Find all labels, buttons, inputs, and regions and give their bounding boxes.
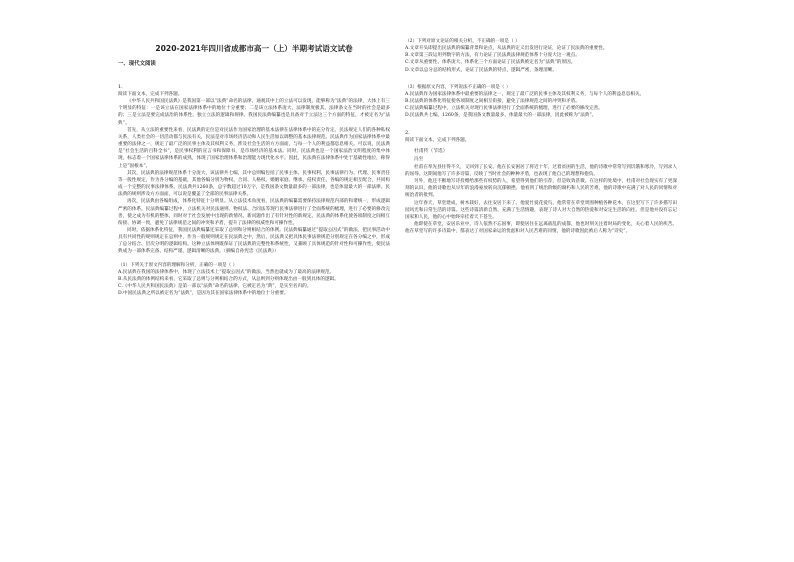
passage-paragraph: 首先，从立法的重要性来看，民法典的定位是对民法作为国家治理的基本法律在法律体系中的充分肯定。民法规定人们的各种私权关系，人类社会的一切活动都与民法有关，民法是对市场经济活动和人民生活加以调整的基本法律规范。民法典作为国家法律体系中最重要的法律之一，规定了最广泛的民事主体及其权利义务，涉及社会生活的方方面面，与每一个人的利益都息息相关。可以说，民法典是“社会生活的百科全书”，是民事权利的宣言书和保障书，是市场经济的基本法。同时，民法典也是一个国家法治文明程度的集中体现，标志着一个国家法律体系的成熟，体现了国家治理体系和治理能力现代化水平。因此，民法典在法律体系中处于基础性地位，称得上是“固根本”。	[118, 127, 390, 169]
right-page-content	[405, 38, 677, 235]
passage-author: 冯至	[414, 156, 424, 162]
passage-paragraph: 再次，民法典由各编组成，体系化特征十分明显。从立法技术角度看，民法典的编纂需要保持法律规范内部的和谐统一，形成逻辑严密的体系。民法典编纂过程中，立法机关对民法通则、物权法、合同法等现行民事法律进行了全面系统的梳理，进行了必要的修改完善，使之成为有机的整体，同时对于社会发展中出现的新情况、新问题作出了有针对性的新规定。民法典的体系化使各项制度之间相互衔接、协调一致，避免了法律规范之间的冲突和矛盾，提升了法律的权威性和可操作性。	[118, 199, 390, 226]
question-stem: （1）下列关于原文内容的理解和分析，正确的一项是（ ）	[118, 262, 238, 268]
answer-option: B.民法典的体系化特征使各项制度之间相互衔接，避免了法律规范之间的冲突和矛盾。	[405, 99, 580, 105]
passage-paragraph: 同时，依据体系化特征，我国民法典编纂还采取了总则和分则相结合的体例。民法典编纂通过“提取公因式”的做法，把民事活动中具有共同性的规则规定在总则中，作为一般规则规定在民法典之中，然后，民法典又把具体民事法律规范分别规定在各分编之中，形成了总分结合、层次分明的逻辑结构。这种立法体例既保证了民法典的完整性和系统性，又兼顾了具体规范的针对性和可操作性，使民法典成为一部体系完备、结构严谨、逻辑清晰的法典。（摘编自孙宪忠《民法典》）	[118, 227, 390, 255]
passage-paragraph: 他即使在草堂，安居乐业中，诗人依然不忘国事，即使居住在远离战乱的成都，他也时刻关注着时局的变化，关心着人民的疾苦。他在草堂写的许多诗篇中，都表达了对国家命运的忧虑和对人民苦难的同情，他的诗歌因此被后人称为“诗史”。	[405, 221, 677, 235]
answer-option: A.文章开头即提出民法典的编纂背景和论点，从法典的定义出发进行论证，论证了民法典的重要性。	[405, 46, 608, 52]
instruction: 阅读下面文本，完成下列各题。	[405, 137, 470, 143]
right-page	[397, 0, 794, 562]
answer-option: C.《中华人民共和国民法典》是第一部以“法典”命名的法律，它被定名为“典”，是实至名归的。	[118, 284, 312, 290]
passage-paragraph: 这年春天，草堂建成，树木栽好，去往安居下来了。他爱竹爱花爱鸟，他常常在草堂周围种植各种花木，在这里写下了许多描写田园风光和日常生活的诗篇。这些诗篇清新自然，充满了生活情趣，表现了诗人对大自然的热爱和对安定生活的向往。但是他并没有忘记国家和人民，他的心中始终牵挂着天下苍生。	[405, 200, 677, 220]
left-page-content	[118, 0, 390, 297]
answer-option: D.中国民法典之所以被定名为“法典”，是因为其在国家法律体系中的地位十分重要。	[118, 291, 289, 297]
answer-option: D.民法典共七编，1260条，是我国条文数量最多、体量最大的一部法律，因此被称为“法典”。	[405, 113, 597, 119]
document-title: 2020-2021年四川省成都市高一（上）半期考试语文试卷	[155, 44, 353, 53]
passage-paragraph: 其次，民法典的法律规范体系十分庞大，该法律共七编，其中总则编包括了民事主体、民事权利、民事法律行为、代理、民事责任等一般性规定，作为各分编的基础，其他各编分别为物权、合同、人格权、婚姻家庭、继承、侵权责任。各编的规定相互配合，共同构成一个完整的民事法律体系。民法典共1260条，总字数超过10万字，是我国条文数量最多的一部法律，也是体量最大的一部法律。民法典的规则涉及方方面面，可以说是覆盖了全部的民事法律关系。	[118, 170, 390, 198]
answer-option: B.从民法典的体例结构来看，它采取了总则与分则相结合的方式，从总则到分则体现出由一般到具体的逻辑。	[118, 276, 339, 282]
section-heading: 一、现代文阅读	[118, 61, 156, 67]
question-number: 2.	[405, 129, 410, 136]
passage-paragraph: 杜甫在奉先县住得不久，又回到了长安。他在长安困居了将近十年，过着贫困的生活，他的诗歌中常常写到饥饿和寒冷，写到求人的屈辱。这期间他写了许多诗篇，反映了当时社会的种种矛盾，也表现了他自己的理想和抱负。	[405, 164, 677, 177]
answer-option: C.民法典编纂过程中，立法机关对现行民事法律进行了全面系统的梳理，进行了必要的修改完善。	[405, 106, 603, 112]
question-stem: （2）下列对原文论证的相关分析，不正确的一项是（ ）	[405, 39, 520, 44]
answer-option: A.民法典作为国家法律体系中最重要的法律之一，规定了最广泛的民事主体及其权利义务，与每个人的利益息息相关。	[405, 91, 645, 97]
instruction: 阅读下面文本，完成下列各题。	[118, 92, 183, 97]
answer-option: D.文章以总分总的结构形式，论证了民法典的特点，逻辑严密，条理清晰。	[405, 67, 557, 73]
passage-title: 杜甫传（节选）	[414, 148, 448, 154]
answer-option: A.民法典在我国的法律体系中，体现了立法技术上“提取公因式”的做法，当然也就成为了最高的法律规范。	[118, 269, 335, 275]
question-stem: （3）根据原文内容，下列说法不正确的一项是（ ）	[405, 84, 511, 90]
question-number: 1.	[118, 84, 123, 90]
answer-option: C.文章从重要性、体系庞大、体系化三个方面论证了民法典被定名为“法典”的原因。	[405, 60, 576, 66]
answer-option: B.文章第三段运用列数字的方法，有力论证了民法典法律规范体系十分庞大这一观点。	[405, 53, 580, 59]
passage-paragraph: 《中华人民共和国民法典》是我国第一部以“法典”命名的法律，通观其中上的立法可以发现，能够称为“法典”的法律，大体上有三个明显的特征：一是该立法在国家法律体系中的地位十分重要；二是该立法体系庞大，法律制度极其，法律条文在当时的社会是最多的；三是立法是要完成法治的体系性，独立立法的逻辑和规律。我国民法典编纂也是具备对于立法这三个方面的特征，才被定名为“法典”。	[118, 99, 390, 126]
passage-paragraph: 另外，他还不断地写诗投赠给那些有权势的人，希望得到他们的引荐，但是收效甚微。在这样的处境中，杜甫对社会现实有了更深刻的认识，他的诗歌也从早年的浪漫豪放转向沉郁顿挫。他看到了统治阶级的腐朽和人民的苦难，他的诗歌中充满了对人民的同情和对统治者的批判。	[405, 179, 677, 199]
